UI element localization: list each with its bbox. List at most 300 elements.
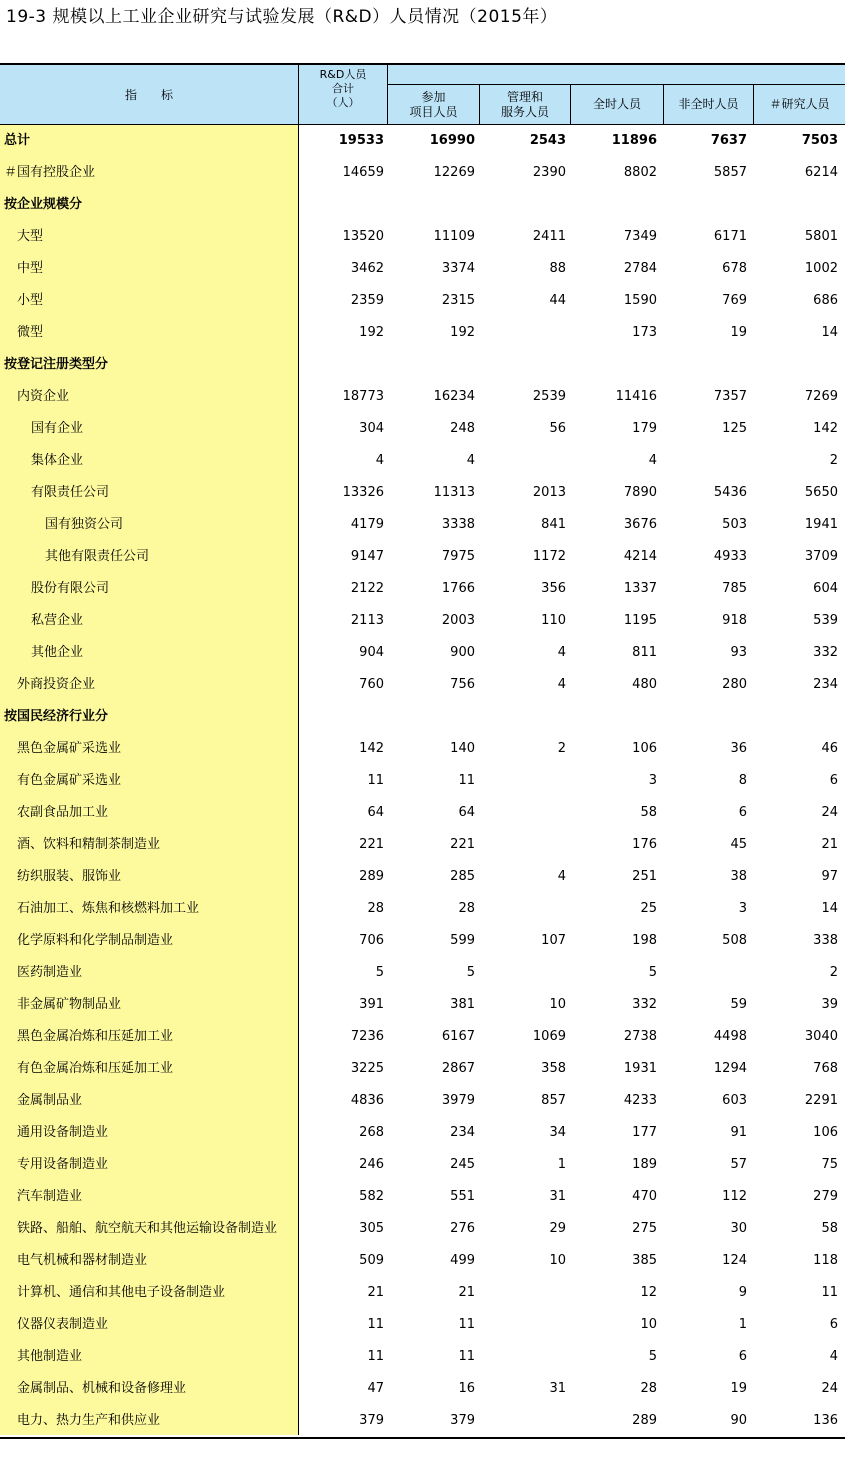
header-rd-line-1: R&D人员: [319, 68, 367, 81]
cell-value: 4: [375, 453, 384, 468]
row-label: 通用设备制造业: [17, 1125, 109, 1140]
cell-value: 768: [813, 1061, 838, 1076]
row-label: 专用设备制造业: [17, 1157, 109, 1172]
table-row: [0, 861, 845, 893]
cell-value: 2: [557, 741, 566, 756]
header-col-fulltime: 全时人员: [592, 97, 641, 111]
cell-value: 5: [375, 965, 384, 980]
cell-value: 599: [450, 933, 475, 948]
cell-value: 106: [813, 1125, 838, 1140]
row-label: 石油加工、炼焦和核燃料加工业: [17, 901, 200, 916]
table-row: [0, 957, 845, 989]
cell-value: 4233: [623, 1093, 657, 1108]
cell-value: 25: [640, 901, 657, 916]
cell-value: 289: [359, 869, 384, 884]
table-row: [0, 797, 845, 829]
cell-value: 47: [367, 1381, 384, 1396]
cell-value: 275: [632, 1221, 657, 1236]
table-row: [0, 157, 845, 189]
table-row: [0, 477, 845, 509]
cell-value: 14659: [342, 165, 384, 180]
table-row: [0, 637, 845, 669]
cell-value: 3979: [441, 1093, 475, 1108]
table-row: [0, 1181, 845, 1213]
cell-value: 3374: [441, 261, 475, 276]
row-label: 总计: [4, 133, 31, 148]
cell-value: 14: [821, 901, 838, 916]
cell-value: 7357: [713, 389, 747, 404]
cell-value: 4: [466, 453, 475, 468]
cell-value: 604: [813, 581, 838, 596]
cell-value: 90: [730, 1413, 747, 1428]
cell-value: 2: [829, 965, 838, 980]
cell-value: 11: [367, 1349, 384, 1364]
cell-value: 918: [722, 613, 747, 628]
row-label: 电气机械和器材制造业: [17, 1253, 148, 1268]
row-label: 国有独资公司: [45, 517, 124, 532]
row-label: 微型: [17, 325, 44, 340]
cell-value: 3040: [804, 1029, 838, 1044]
cell-value: 4836: [350, 1093, 384, 1108]
row-label: 酒、饮料和精制茶制造业: [17, 837, 161, 852]
cell-value: 2122: [350, 581, 384, 596]
cell-value: 14: [821, 325, 838, 340]
cell-value: 7269: [804, 389, 838, 404]
cell-value: 4933: [713, 549, 747, 564]
cell-value: 7503: [801, 133, 838, 148]
cell-value: 904: [359, 645, 384, 660]
cell-value: 6214: [804, 165, 838, 180]
cell-value: 2359: [350, 293, 384, 308]
cell-value: 11: [821, 1285, 838, 1300]
table-row: [0, 701, 845, 733]
cell-value: 2390: [532, 165, 566, 180]
cell-value: 1766: [441, 581, 475, 596]
cell-value: 5436: [713, 485, 747, 500]
cell-value: 391: [359, 997, 384, 1012]
cell-value: 5857: [713, 165, 747, 180]
cell-value: 221: [359, 837, 384, 852]
cell-value: 5: [466, 965, 475, 980]
header-rd-total: [299, 68, 387, 110]
cell-value: 508: [722, 933, 747, 948]
cell-value: 118: [813, 1253, 838, 1268]
cell-value: 381: [450, 997, 475, 1012]
cell-value: 678: [722, 261, 747, 276]
cell-value: 21: [458, 1285, 475, 1300]
row-label: 医药制造业: [17, 965, 83, 980]
table-row: [0, 541, 845, 573]
cell-value: 64: [458, 805, 475, 820]
cell-value: 21: [821, 837, 838, 852]
cell-value: 173: [632, 325, 657, 340]
row-label: 集体企业: [31, 453, 84, 468]
table-row: [0, 1085, 845, 1117]
cell-value: 9147: [350, 549, 384, 564]
table-row: [0, 669, 845, 701]
header-rd-line-3: （人）: [326, 96, 360, 109]
table-row: [0, 1053, 845, 1085]
cell-value: 6: [738, 1349, 747, 1364]
cell-value: 3: [738, 901, 747, 916]
row-label: 小型: [17, 293, 44, 308]
table-row: [0, 573, 845, 605]
cell-value: 2: [829, 453, 838, 468]
cell-value: 8802: [623, 165, 657, 180]
cell-value: 19533: [338, 133, 384, 148]
cell-value: 142: [813, 421, 838, 436]
cell-value: 2013: [532, 485, 566, 500]
cell-value: 1172: [532, 549, 566, 564]
cell-value: 248: [450, 421, 475, 436]
cell-value: 30: [730, 1221, 747, 1236]
cell-value: 276: [450, 1221, 475, 1236]
cell-value: 304: [359, 421, 384, 436]
table-row: [0, 1213, 845, 1245]
cell-value: 39: [821, 997, 838, 1012]
table-row: [0, 349, 845, 381]
row-label: 其他有限责任公司: [45, 549, 150, 564]
row-label: 其他制造业: [17, 1349, 83, 1364]
table-row: [0, 893, 845, 925]
cell-value: 4: [557, 677, 566, 692]
cell-value: 6171: [713, 229, 747, 244]
cell-value: 45: [730, 837, 747, 852]
cell-value: 106: [632, 741, 657, 756]
cell-value: 900: [450, 645, 475, 660]
cell-value: 1: [738, 1317, 747, 1332]
cell-value: 19: [730, 325, 747, 340]
cell-value: 1931: [623, 1061, 657, 1076]
row-label: 私营企业: [31, 613, 84, 628]
cell-value: 4214: [623, 549, 657, 564]
row-label: 非金属矿物制品业: [17, 997, 122, 1012]
row-label: 电力、热力生产和供应业: [17, 1413, 161, 1428]
cell-value: 379: [450, 1413, 475, 1428]
cell-value: 7349: [623, 229, 657, 244]
row-label: 黑色金属冶炼和压延加工业: [17, 1029, 174, 1044]
table-row: [0, 221, 845, 253]
cell-value: 11: [367, 1317, 384, 1332]
row-label: 按企业规模分: [4, 197, 83, 212]
cell-value: 7637: [710, 133, 747, 148]
table-row: [0, 1277, 845, 1309]
table-row: [0, 1021, 845, 1053]
cell-value: 36: [730, 741, 747, 756]
cell-value: 2315: [441, 293, 475, 308]
cell-value: 34: [549, 1125, 566, 1140]
row-label: 有色金属矿采选业: [17, 773, 122, 788]
table-title: 19-3 规模以上工业企业研究与试验发展（R&D）人员情况（2015年）: [6, 7, 558, 27]
cell-value: 5650: [804, 485, 838, 500]
cell-value: 140: [450, 741, 475, 756]
cell-value: 289: [632, 1413, 657, 1428]
cell-value: 603: [722, 1093, 747, 1108]
cell-value: 38: [730, 869, 747, 884]
row-label: 金属制品、机械和设备修理业: [17, 1381, 187, 1396]
cell-value: 234: [813, 677, 838, 692]
cell-value: 12: [640, 1285, 657, 1300]
cell-value: 1337: [623, 581, 657, 596]
row-label: 汽车制造业: [17, 1189, 83, 1204]
cell-value: 198: [632, 933, 657, 948]
table-row: [0, 1341, 845, 1373]
cell-value: 3676: [623, 517, 657, 532]
cell-value: 28: [640, 1381, 657, 1396]
cell-value: 356: [541, 581, 566, 596]
cell-value: 44: [549, 293, 566, 308]
cell-value: 6: [829, 1317, 838, 1332]
cell-value: 338: [813, 933, 838, 948]
cell-value: 192: [359, 325, 384, 340]
cell-value: 7975: [441, 549, 475, 564]
cell-value: 3462: [350, 261, 384, 276]
cell-value: 179: [632, 421, 657, 436]
cell-value: 811: [632, 645, 657, 660]
table-row: [0, 509, 845, 541]
row-label: 有限责任公司: [31, 485, 110, 500]
cell-value: 285: [450, 869, 475, 884]
cell-value: 305: [359, 1221, 384, 1236]
cell-value: 280: [722, 677, 747, 692]
row-label: 股份有限公司: [31, 581, 110, 596]
row-label: 大型: [17, 229, 44, 244]
cell-value: 1941: [804, 517, 838, 532]
cell-value: 176: [632, 837, 657, 852]
cell-value: 3: [648, 773, 657, 788]
cell-value: 769: [722, 293, 747, 308]
cell-value: 112: [722, 1189, 747, 1204]
row-label: 铁路、船舶、航空航天和其他运输设备制造业: [17, 1221, 278, 1236]
table-row: [0, 605, 845, 637]
table-row: [0, 125, 845, 157]
cell-value: 221: [450, 837, 475, 852]
table-row: [0, 381, 845, 413]
cell-value: 841: [541, 517, 566, 532]
row-label: 内资企业: [17, 389, 70, 404]
cell-value: 2784: [623, 261, 657, 276]
row-label: 按国民经济行业分: [4, 709, 109, 724]
cell-value: 539: [813, 613, 838, 628]
cell-value: 5: [648, 1349, 657, 1364]
cell-value: 11313: [433, 485, 475, 500]
table-row: [0, 413, 845, 445]
cell-value: 480: [632, 677, 657, 692]
cell-value: 13326: [342, 485, 384, 500]
cell-value: 10: [549, 1253, 566, 1268]
cell-value: 11: [458, 773, 475, 788]
cell-value: 1002: [804, 261, 838, 276]
row-label: 化学原料和化学制品制造业: [17, 933, 174, 948]
cell-value: 31: [549, 1381, 566, 1396]
cell-value: 358: [541, 1061, 566, 1076]
cell-value: 11109: [433, 229, 475, 244]
cell-value: 551: [450, 1189, 475, 1204]
cell-value: 24: [821, 805, 838, 820]
cell-value: 11: [367, 773, 384, 788]
cell-value: 1195: [623, 613, 657, 628]
cell-value: 124: [722, 1253, 747, 1268]
cell-value: 279: [813, 1189, 838, 1204]
cell-value: 4: [557, 645, 566, 660]
row-label: 仪器仪表制造业: [17, 1317, 109, 1332]
cell-value: 4498: [713, 1029, 747, 1044]
cell-value: 31: [549, 1189, 566, 1204]
cell-value: 64: [367, 805, 384, 820]
cell-value: 12269: [433, 165, 475, 180]
cell-value: 6: [829, 773, 838, 788]
cell-value: 11: [458, 1349, 475, 1364]
row-label: 外商投资企业: [17, 677, 96, 692]
cell-value: 760: [359, 677, 384, 692]
cell-value: 75: [821, 1157, 838, 1172]
cell-value: 1: [557, 1157, 566, 1172]
cell-value: 4: [648, 453, 657, 468]
cell-value: 110: [541, 613, 566, 628]
cell-value: 499: [450, 1253, 475, 1268]
cell-value: 58: [640, 805, 657, 820]
cell-value: 332: [632, 997, 657, 1012]
table-row: [0, 989, 845, 1021]
table-row: [0, 1245, 845, 1277]
cell-value: 1069: [532, 1029, 566, 1044]
table-header: [0, 63, 845, 125]
row-label: 国有企业: [31, 421, 84, 436]
table-row: [0, 925, 845, 957]
cell-value: 29: [549, 1221, 566, 1236]
table-row: [0, 765, 845, 797]
cell-value: 142: [359, 741, 384, 756]
cell-value: 245: [450, 1157, 475, 1172]
cell-value: 11896: [611, 133, 657, 148]
cell-value: 2539: [532, 389, 566, 404]
cell-value: 93: [730, 645, 747, 660]
cell-value: 5: [648, 965, 657, 980]
cell-value: 18773: [342, 389, 384, 404]
row-label: 按登记注册类型分: [4, 357, 109, 372]
cell-value: 107: [541, 933, 566, 948]
cell-value: 3338: [441, 517, 475, 532]
cell-value: 21: [367, 1285, 384, 1300]
cell-value: 503: [722, 517, 747, 532]
cell-value: 5801: [804, 229, 838, 244]
table-row: [0, 285, 845, 317]
cell-value: 1294: [713, 1061, 747, 1076]
row-label: 金属制品业: [17, 1093, 83, 1108]
table-row: [0, 733, 845, 765]
table-body: [0, 125, 845, 1437]
cell-value: 88: [549, 261, 566, 276]
cell-value: 2113: [350, 613, 384, 628]
cell-value: 785: [722, 581, 747, 596]
cell-value: 11: [458, 1317, 475, 1332]
cell-value: 46: [821, 741, 838, 756]
header-col-participating: 参加 项目人员: [409, 89, 458, 119]
cell-value: 136: [813, 1413, 838, 1428]
cell-value: 192: [450, 325, 475, 340]
table-row: [0, 829, 845, 861]
row-label: ＃国有控股企业: [4, 165, 96, 180]
cell-value: 6: [738, 805, 747, 820]
cell-value: 56: [549, 421, 566, 436]
row-label: 其他企业: [31, 645, 84, 660]
data-table: [0, 63, 845, 1437]
cell-value: 6167: [441, 1029, 475, 1044]
cell-value: 470: [632, 1189, 657, 1204]
cell-value: 28: [458, 901, 475, 916]
cell-value: 177: [632, 1125, 657, 1140]
row-label: 农副食品加工业: [17, 805, 109, 820]
cell-value: 234: [450, 1125, 475, 1140]
cell-value: 3225: [350, 1061, 384, 1076]
cell-value: 57: [730, 1157, 747, 1172]
cell-value: 7236: [350, 1029, 384, 1044]
cell-value: 756: [450, 677, 475, 692]
cell-value: 268: [359, 1125, 384, 1140]
table-row: [0, 1373, 845, 1405]
cell-value: 91: [730, 1125, 747, 1140]
table-row: [0, 253, 845, 285]
cell-value: 16990: [429, 133, 475, 148]
cell-value: 59: [730, 997, 747, 1012]
row-label: 计算机、通信和其他电子设备制造业: [17, 1285, 226, 1300]
table-row: [0, 1149, 845, 1181]
cell-value: 2411: [532, 229, 566, 244]
cell-value: 8: [738, 773, 747, 788]
cell-value: 857: [541, 1093, 566, 1108]
cell-value: 251: [632, 869, 657, 884]
header-indicator: 指 标: [124, 88, 173, 102]
cell-value: 2738: [623, 1029, 657, 1044]
cell-value: 16: [458, 1381, 475, 1396]
cell-value: 13520: [342, 229, 384, 244]
cell-value: 2867: [441, 1061, 475, 1076]
table-bottom-rule: [0, 1437, 845, 1439]
cell-value: 97: [821, 869, 838, 884]
cell-value: 10: [549, 997, 566, 1012]
cell-value: 4: [557, 869, 566, 884]
table-row: [0, 317, 845, 349]
cell-value: 7890: [623, 485, 657, 500]
row-label: 纺织服装、服饰业: [17, 869, 122, 884]
table-row: [0, 1309, 845, 1341]
row-label: 中型: [17, 261, 44, 276]
cell-value: 3709: [804, 549, 838, 564]
cell-value: 24: [821, 1381, 838, 1396]
cell-value: 58: [821, 1221, 838, 1236]
cell-value: 509: [359, 1253, 384, 1268]
cell-value: 686: [813, 293, 838, 308]
cell-value: 2291: [804, 1093, 838, 1108]
cell-value: 19: [730, 1381, 747, 1396]
cell-value: 125: [722, 421, 747, 436]
table-row: [0, 189, 845, 221]
cell-value: 11416: [615, 389, 657, 404]
header-rd-line-2: 合计: [332, 82, 354, 95]
cell-value: 4: [829, 1349, 838, 1364]
table-row: [0, 1117, 845, 1149]
table-row: [0, 445, 845, 477]
row-label: 有色金属冶炼和压延加工业: [17, 1061, 174, 1076]
cell-value: 10: [640, 1317, 657, 1332]
row-label: 黑色金属矿采选业: [17, 741, 122, 756]
header-col-researchers: ＃研究人员: [769, 97, 830, 111]
cell-value: 16234: [433, 389, 475, 404]
cell-value: 1590: [623, 293, 657, 308]
cell-value: 4179: [350, 517, 384, 532]
cell-value: 379: [359, 1413, 384, 1428]
header-col-parttime: 非全时人员: [678, 97, 739, 111]
